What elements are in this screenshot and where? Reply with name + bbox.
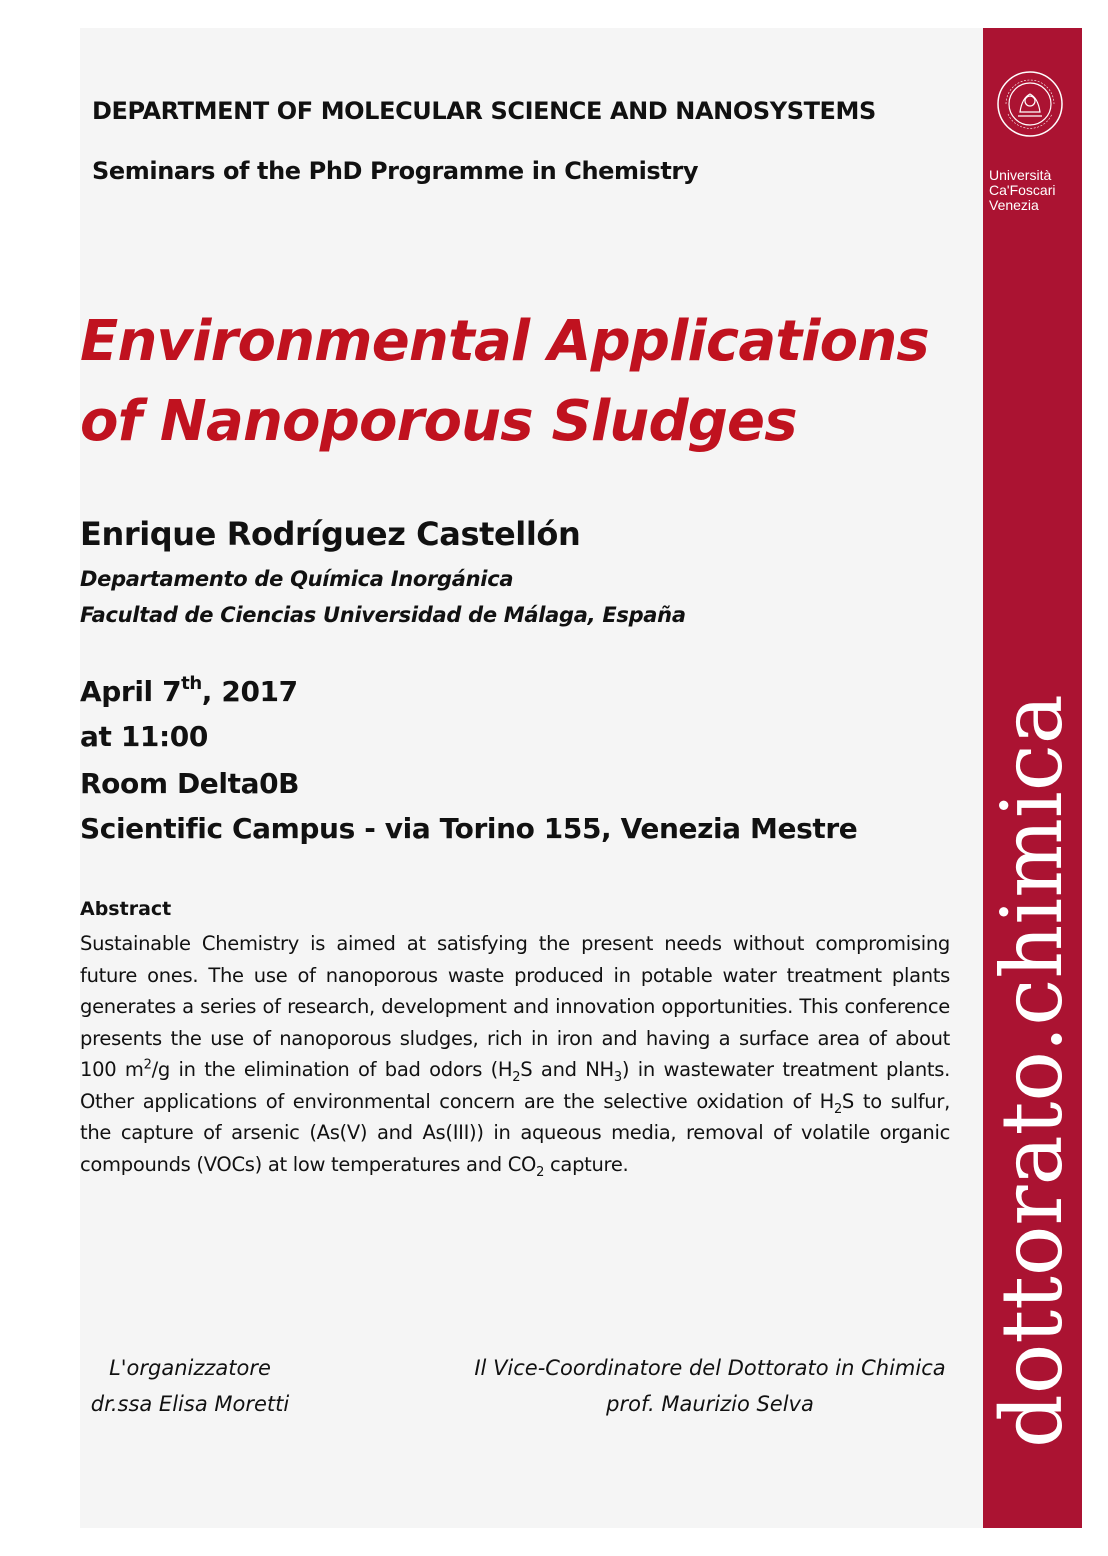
organizer-name: dr.ssa Elisa Moretti xyxy=(90,1392,290,1416)
seminar-series: Seminars of the PhD Programme in Chemistry xyxy=(92,157,699,185)
speaker-affiliation-department: Departamento de Química Inorgánica xyxy=(80,567,514,591)
speaker-affiliation-university: Facultad de Ciencias Universidad de Málaga, España xyxy=(80,603,686,627)
seminar-title-line-1: Environmental Applications xyxy=(80,309,929,374)
university-name-line-2: Ca'Foscari xyxy=(989,182,1056,198)
seminar-title-line-2: of Nanoporous Sludges xyxy=(80,389,797,454)
organizer-signature xyxy=(80,1350,300,1422)
university-name xyxy=(989,168,1055,213)
abstract-subscript: 2 xyxy=(833,1101,842,1117)
abstract-heading: Abstract xyxy=(80,898,172,920)
abstract-subscript: 2 xyxy=(512,1069,521,1085)
abstract-part: /g in the elimination of bad odors (H xyxy=(151,1058,513,1081)
event-time: at 11:00 xyxy=(80,720,208,753)
abstract-part: capture. xyxy=(544,1152,629,1176)
event-date xyxy=(80,673,298,708)
seminar-title xyxy=(80,302,980,462)
event-location: Scientific Campus - via Torino 155, Venezia Mestre xyxy=(80,812,858,845)
event-date-main: April 7 xyxy=(80,675,182,708)
event-date-year: , 2017 xyxy=(201,675,298,708)
university-name-line-1: Università xyxy=(989,167,1052,183)
abstract-part: S and NH xyxy=(520,1058,614,1081)
vice-coordinator-signature xyxy=(470,1350,950,1422)
university-seal-logo xyxy=(996,70,1064,138)
university-name-line-3: Venezia xyxy=(989,197,1039,213)
event-room: Room Delta0B xyxy=(80,767,300,800)
vice-coordinator-name: prof. Maurizio Selva xyxy=(606,1392,814,1416)
abstract-part: ) in wastewater treatment plants. Other applications of environmental concern are the selective oxidation of H xyxy=(80,1058,951,1113)
abstract-subscript: 3 xyxy=(613,1069,622,1085)
abstract-text xyxy=(80,928,950,1180)
abstract-subscript: 2 xyxy=(536,1164,545,1180)
department-heading: DEPARTMENT OF MOLECULAR SCIENCE AND NANOSYSTEMS xyxy=(92,97,876,125)
abstract-part: Sustainable Chemistry is aimed at satisfying the present needs without compromising future ones. The use of nanoporous waste produced in potable water treatment plants generates a series of research, development and innovation opportunities. This conference presents the use of nanoporous sludges, rich in iron and having a surface area of about 100 m xyxy=(80,932,950,1081)
organizer-role: L'organizzatore xyxy=(109,1356,271,1380)
speaker-name: Enrique Rodríguez Castellón xyxy=(80,515,581,553)
event-date-ordinal: th xyxy=(181,673,202,694)
abstract-part: S to sulfur, the capture of arsenic (As(V) and As(III)) in aqueous media, removal of volatile organic compounds (VOCs) at low temperatures and CO xyxy=(80,1089,950,1176)
vertical-brand-text: dottorato.chimica xyxy=(983,694,1081,1448)
university-sidebar xyxy=(983,28,1082,1528)
vice-coordinator-role: Il Vice-Coordinatore del Dottorato in Chimica xyxy=(474,1356,946,1380)
abstract-superscript: 2 xyxy=(143,1057,152,1073)
